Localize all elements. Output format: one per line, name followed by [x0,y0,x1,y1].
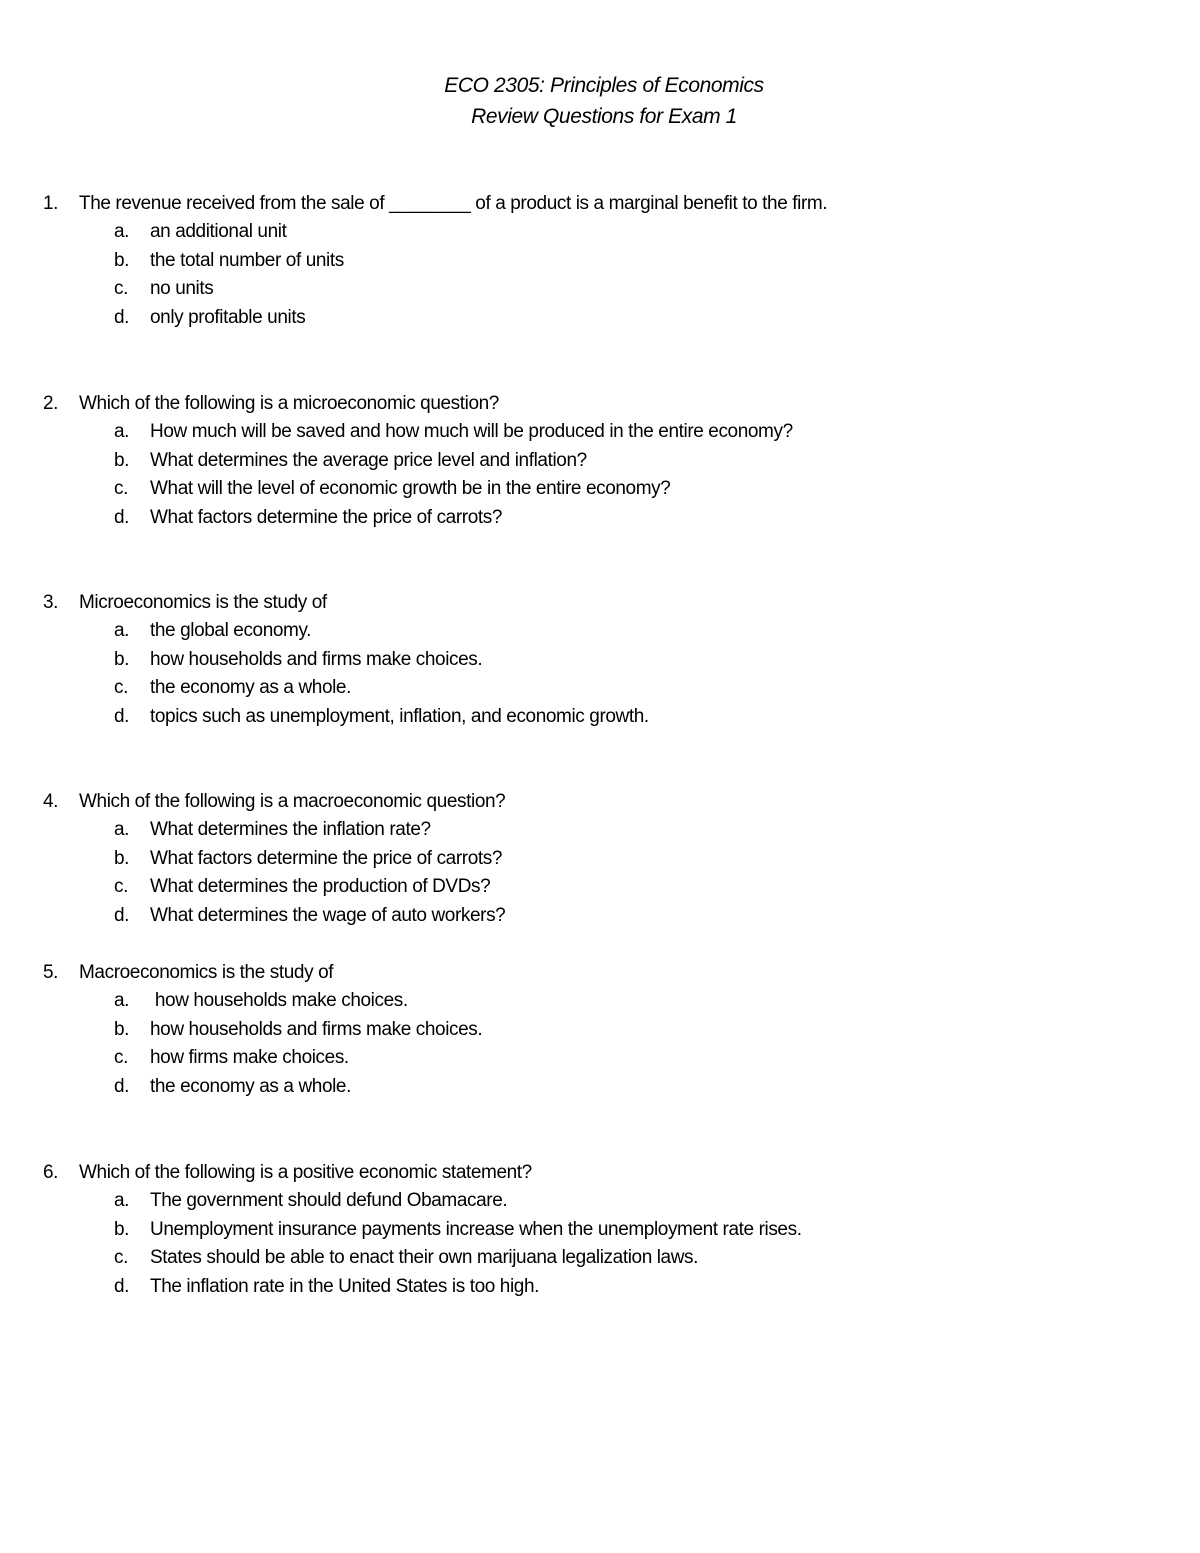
option-text: the global economy. [150,620,312,641]
option-text: The inflation rate in the United States is too high. [150,1275,539,1297]
option-c [0,1244,1200,1273]
option-c [0,475,1200,504]
option-letter: d. [114,306,130,328]
option-d [0,703,1200,732]
question-6 [0,1158,1200,1301]
option-c [0,1044,1200,1073]
question-stem [0,189,1200,218]
question-text: Macroeconomics is the study of [79,962,334,983]
question-stem [0,1158,1200,1187]
option-letter: a. [114,819,130,840]
option-d [0,1073,1200,1102]
option-letter: a. [114,221,130,242]
question-stem [0,958,1200,987]
question-text: Which of the following is a macroeconomic question? [79,791,506,812]
option-a [0,218,1200,247]
option-b [0,447,1200,476]
option-c [0,674,1200,703]
option-letter: b. [114,648,130,670]
question-number: 3. [43,592,59,613]
option-letter: d. [114,904,130,926]
option-letter: b. [114,847,130,869]
option-letter: c. [114,1047,128,1069]
option-letter: c. [114,1247,128,1269]
option-letter: d. [114,1075,130,1097]
option-text: The government should defund Obamacare. [150,1190,508,1211]
option-letter: a. [114,421,130,442]
option-text: What will the level of economic growth be in the entire economy? [150,478,671,500]
option-text: What determines the wage of auto workers? [150,904,506,926]
option-text: how firms make choices. [150,1047,349,1069]
question-stem [0,787,1200,816]
option-letter: c. [114,677,128,699]
option-letter: c. [114,478,128,500]
option-text: What determines the average price level and inflation? [150,449,587,471]
document-header [0,70,1200,132]
option-a [0,418,1200,447]
option-d [0,304,1200,333]
option-letter: a. [114,990,130,1011]
option-letter: d. [114,1275,130,1297]
question-2 [0,389,1200,532]
document-subtitle: Review Questions for Exam 1 [471,105,737,128]
option-b [0,646,1200,675]
option-b [0,247,1200,276]
option-d [0,1273,1200,1302]
question-3 [0,588,1200,731]
option-text: no units [150,278,214,300]
question-text: Microeconomics is the study of [79,592,327,613]
option-text: What determines the inflation rate? [150,819,431,840]
option-c [0,873,1200,902]
option-text: the total number of units [150,249,344,271]
option-letter: b. [114,1018,130,1040]
option-letter: b. [114,1218,130,1240]
option-a [0,617,1200,646]
option-letter: d. [114,506,130,528]
question-text: Which of the following is a microeconomic question? [79,393,499,414]
option-b [0,845,1200,874]
question-number: 1. [43,193,59,214]
option-text: how households and firms make choices. [150,648,483,670]
option-text: What factors determine the price of carrots? [150,847,503,869]
option-letter: a. [114,1190,130,1211]
question-4 [0,787,1200,930]
option-text: Unemployment insurance payments increase when the unemployment rate rises. [150,1218,802,1240]
option-letter: d. [114,705,130,727]
option-b [0,1016,1200,1045]
question-5 [0,958,1200,1101]
question-number: 6. [43,1162,59,1183]
option-d [0,504,1200,533]
option-text: the economy as a whole. [150,1075,351,1097]
question-number: 2. [43,393,59,414]
question-stem [0,588,1200,617]
question-text: Which of the following is a positive economic statement? [79,1162,532,1183]
question-number: 5. [43,962,59,983]
option-b [0,1216,1200,1245]
option-letter: c. [114,876,128,898]
option-a [0,987,1200,1016]
option-d [0,902,1200,931]
option-text: how households and firms make choices. [150,1018,483,1040]
option-a [0,816,1200,845]
question-number: 4. [43,791,59,812]
question-stem [0,389,1200,418]
option-c [0,275,1200,304]
option-text: the economy as a whole. [150,677,351,699]
option-letter: b. [114,249,130,271]
option-letter: b. [114,449,130,471]
option-text: How much will be saved and how much will be produced in the entire economy? [150,421,793,442]
option-text: States should be able to enact their own marijuana legalization laws. [150,1247,699,1269]
document-title: ECO 2305: Principles of Economics [444,74,764,97]
option-text: only profitable units [150,306,306,328]
option-text: topics such as unemployment, inflation, and economic growth. [150,705,649,727]
option-letter: a. [114,620,130,641]
question-text: The revenue received from the sale of ________ of a product is a marginal benefit to the firm. [79,193,828,214]
option-a [0,1187,1200,1216]
question-1 [0,189,1200,332]
option-letter: c. [114,278,128,300]
option-text: how households make choices. [150,990,408,1011]
option-text: What factors determine the price of carrots? [150,506,503,528]
option-text: What determines the production of DVDs? [150,876,491,898]
option-text: an additional unit [150,221,287,242]
